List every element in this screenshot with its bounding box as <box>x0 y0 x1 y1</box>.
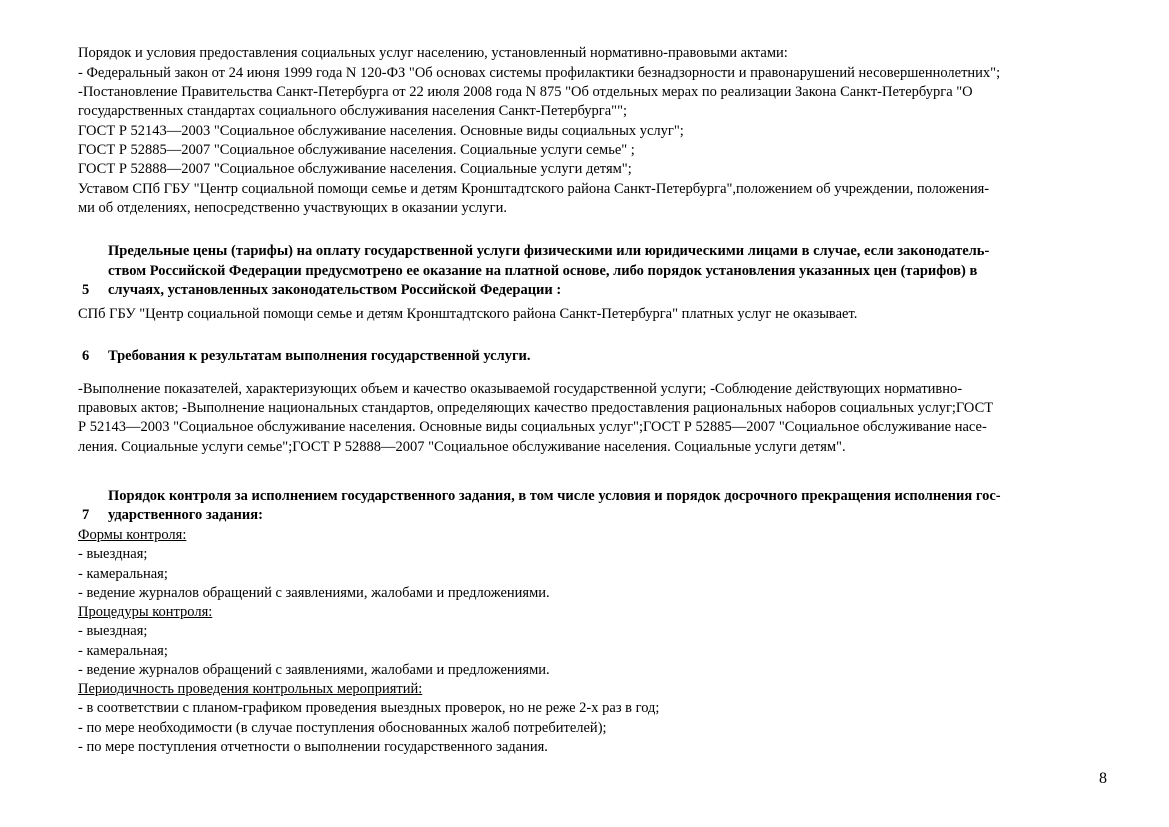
section-5-text: СПб ГБУ "Центр социальной помощи семье и детям Кронштадтского района Санкт-Петербурга" платных услуг не оказывает. <box>78 306 858 322</box>
intro-line: Порядок и условия предоставления социальных услуг населению, установленный нормативно-правовыми актами: <box>78 45 788 61</box>
periodicity-item: - в соответствии с планом-графиком проведения выездных проверок, но не реже 2-х раз в год; <box>78 700 660 716</box>
section-6-line: Р 52143—2003 "Социальное обслуживание населения. Основные виды социальных услуг";ГОСТ Р 52885—2007 "Социальное обслуживание насе- <box>78 419 987 435</box>
section-6-number: 6 <box>82 348 90 364</box>
intro-line: ГОСТ Р 52888—2007 "Социальное обслуживание населения. Социальные услуги детям"; <box>78 161 632 177</box>
intro-line: ми об отделениях, непосредственно участвующих в оказании услуги. <box>78 200 507 216</box>
intro-line: Уставом СПб ГБУ "Центр социальной помощи семье и детям Кронштадтского района Санкт-Петербурга",положением об учреждении, положения- <box>78 181 990 197</box>
forms-item: - камеральная; <box>78 566 168 582</box>
forms-item: - выездная; <box>78 546 148 562</box>
section-7-heading-line: ударственного задания: <box>108 507 263 523</box>
procedures-item: - ведение журналов обращений с заявлениями, жалобами и предложениями. <box>78 662 550 678</box>
section-6-heading: Требования к результатам выполнения государственной услуги. <box>108 348 531 364</box>
forms-item: - ведение журналов обращений с заявлениями, жалобами и предложениями. <box>78 585 550 601</box>
intro-line: - Федеральный закон от 24 июня 1999 года N 120-ФЗ "Об основах системы профилактики безнадзорности и правонарушений несовершеннолетних"; <box>78 65 1001 81</box>
section-7-heading-line: Порядок контроля за исполнением государственного задания, в том числе условия и порядок досрочного прекращения исполнения гос- <box>108 488 1001 504</box>
procedures-title: Процедуры контроля: <box>78 604 213 620</box>
section-7-number: 7 <box>82 507 90 523</box>
section-5-heading-line: случаях, установленных законодательством Российской Федерации : <box>108 282 562 298</box>
section-6-line: ления. Социальные услуги семье";ГОСТ Р 52888—2007 "Социальное обслуживание населения. Социальные услуги детям". <box>78 439 846 455</box>
periodicity-item: - по мере поступления отчетности о выполнении государственного задания. <box>78 739 548 755</box>
section-5-heading-line: Предельные цены (тарифы) на оплату государственной услуги физическими или юридическими лицами в случае, если законодатель- <box>108 243 990 259</box>
intro-line: ГОСТ Р 52143—2003 "Социальное обслуживание населения. Основные виды социальных услуг"; <box>78 123 684 139</box>
intro-line: -Постановление Правительства Санкт-Петербурга от 22 июля 2008 года N 875 "Об отдельных мерах по реализации Закона Санкт-Петербурга "О <box>78 84 973 100</box>
page-number: 8 <box>1099 770 1107 787</box>
section-6-line: -Выполнение показателей, характеризующих объем и качество оказываемой государственной услуги; -Соблюдение действующих нормативно- <box>78 381 963 397</box>
periodicity-title: Периодичность проведения контрольных мероприятий: <box>78 681 423 697</box>
section-5-number: 5 <box>82 282 90 298</box>
forms-title: Формы контроля: <box>78 527 187 543</box>
intro-line: государственных стандартах социального обслуживания населения Санкт-Петербурга""; <box>78 103 628 119</box>
intro-line: ГОСТ Р 52885—2007 "Социальное обслуживание населения. Социальные услуги семье" ; <box>78 142 635 158</box>
procedures-item: - выездная; <box>78 623 148 639</box>
periodicity-item: - по мере необходимости (в случае поступления обоснованных жалоб потребителей); <box>78 720 607 736</box>
section-5-heading-line: ством Российской Федерации предусмотрено ее оказание на платной основе, либо порядок установления указанных цен (тарифов) в <box>108 263 978 279</box>
section-6-line: правовых актов; -Выполнение национальных стандартов, определяющих качество предоставления рациональных наборов социальных услуг;ГОСТ <box>78 400 994 416</box>
procedures-item: - камеральная; <box>78 643 168 659</box>
